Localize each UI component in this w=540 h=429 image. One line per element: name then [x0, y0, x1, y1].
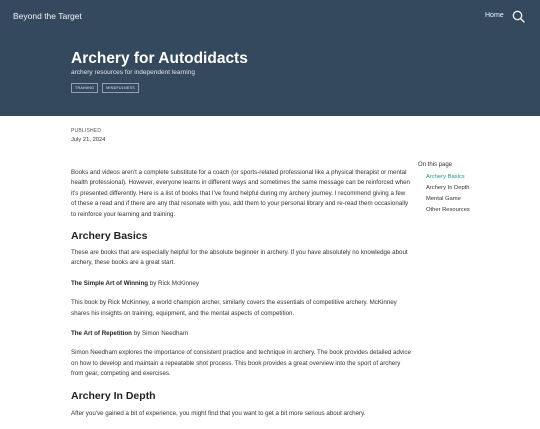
heading-archery-basics: Archery Basics: [71, 230, 148, 243]
search-icon[interactable]: [512, 10, 525, 23]
page-title: Archery for Autodidacts: [71, 50, 248, 67]
book-description: Simon Needham explores the importance of consistent practice and technique in archery. The book provides detailed advice on how to develop and maintain a repeatable shot process. This book provides a great overview into the sport of archery from gear, competing and exercises.: [71, 349, 411, 378]
tag-training[interactable]: TRAINING: [71, 83, 98, 93]
book-title: The Simple Art of Winning: [71, 279, 149, 287]
published-label: PUBLISHED: [71, 128, 102, 134]
published-date: July 21, 2024: [71, 137, 106, 143]
hero-banner: [0, 0, 540, 116]
toc-item-mental-game[interactable]: Mental Game: [426, 196, 461, 202]
depth-intro-paragraph: After you've gained a bit of experience, you might find that you want to get a bit more serious about archery.: [71, 409, 366, 417]
toc-title: On this page: [418, 162, 453, 168]
heading-archery-in-depth: Archery In Depth: [71, 389, 156, 402]
tag-list: [71, 83, 139, 93]
intro-paragraph: Books and videos aren't a complete substitute for a coach (or sports-related professional like a physical therapist or mental health professional). However, everyone learns in different ways and sometimes the same message can be reinforced when it's presented differently. Here is a list of books that I've found helpful during my archery journey. I recommend giving a few of these a read and if there are any that resonate with you, add them to your personal library and re-read them occasionally to reinforce your learning and training.: [71, 169, 411, 218]
basics-intro-paragraph: These are books that are especially helpful for the absolute beginner in archery. If you have absolutely no knowledge about archery, these books are a great start.: [71, 249, 408, 267]
book-author: by Rick McKinney: [149, 279, 199, 287]
toc-item-archery-basics[interactable]: Archery Basics: [426, 174, 465, 180]
page-subtitle: archery resources for independent learning: [71, 69, 195, 76]
book-entry-simple-art-of-winning: [71, 279, 411, 289]
site-title[interactable]: Beyond the Target: [13, 11, 82, 21]
tag-mindfulness[interactable]: MINDFULNESS: [102, 83, 139, 93]
article-body: [71, 168, 411, 429]
book-description: This book by Rick McKinney, a world champion archer, similarly covers the essentials of competitive archery. McKinney shares his insights on training, equipment, and the mental aspects of competition.: [71, 299, 397, 317]
book-author: by Simon Needham: [133, 330, 189, 338]
toc-item-archery-in-depth[interactable]: Archery In Depth: [426, 185, 470, 191]
toc-item-other-resources[interactable]: Other Resources: [426, 207, 470, 213]
book-title: The Art of Repetition: [71, 330, 132, 338]
book-entry-art-of-repetition: [71, 329, 411, 339]
nav-home-link[interactable]: Home: [485, 12, 504, 19]
table-of-contents: [418, 162, 528, 216]
